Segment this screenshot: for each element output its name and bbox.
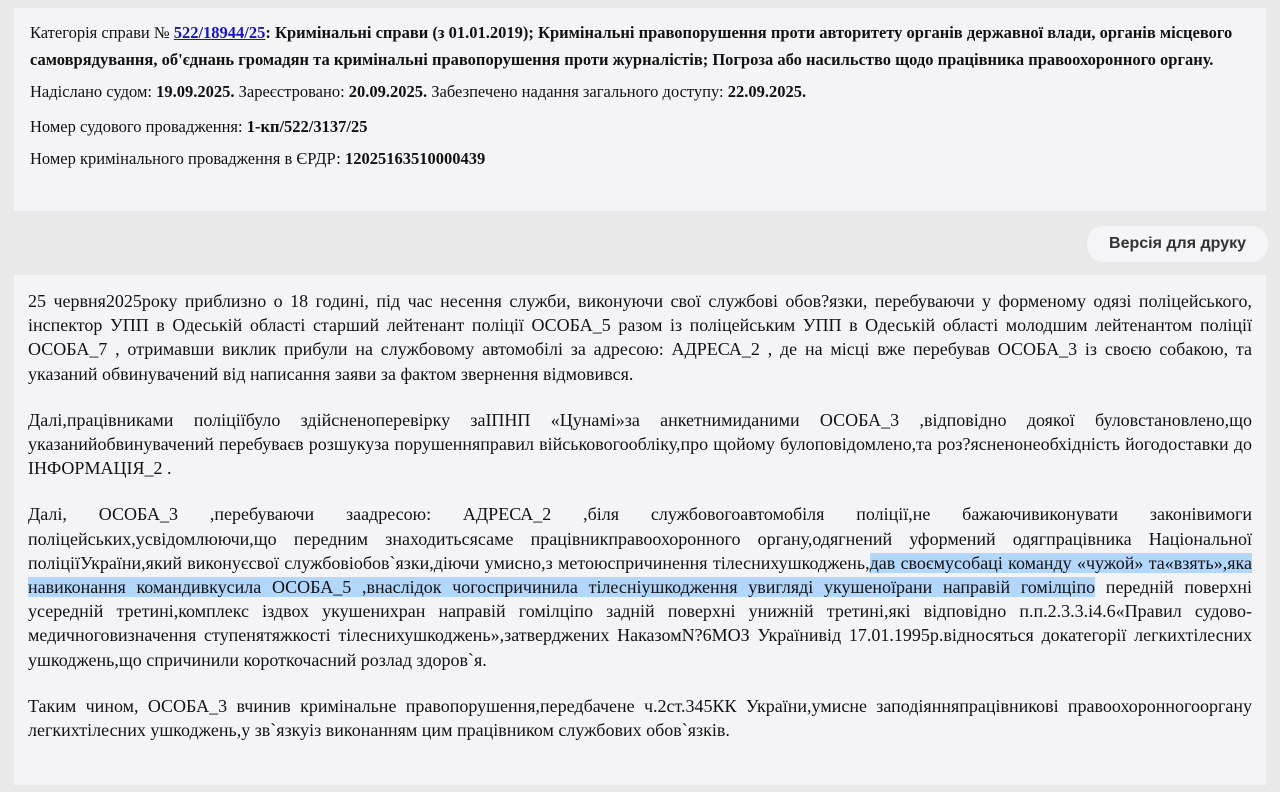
- criminal-proceeding-number: 12025163510000439: [344, 149, 486, 168]
- print-toolbar: [1087, 226, 1268, 262]
- paragraph-3-start: Далі, ОСОБА_3 ,перебуваючи заадресою: АДРЕСА_2 ,біля службовогоавтомобіля поліції,не бажаючивиконувати законівимоги поліцейських,усвідомлюючи,що передним знаходитьсясаме працівникправоохоронного органу,одягнений уформений одягпрацівника Національної поліціїУкраїни,який виконуєсвої службовіобов`язки,діючи умисно,з метоюспричинення тілеснихушкоджень,: [28, 504, 1252, 573]
- registered-date: 20.09.2025.: [348, 82, 428, 101]
- print-version-button[interactable]: Версія для друку: [1087, 226, 1268, 262]
- case-category-line: [30, 20, 1250, 73]
- court-proceeding-label: Номер судового провадження:: [30, 117, 247, 136]
- registered-label: Зареєстровано:: [234, 82, 349, 101]
- sent-label: Надіслано судом:: [30, 82, 157, 101]
- sent-date: 19.09.2025.: [156, 82, 235, 101]
- selected-text[interactable]: дав своємусобаці команду «чужой» та«взять»,яка навиконання командивкусила ОСОБА_5 ,внаслідок чогоспричинила тілесніушкодження увигляді укушеноїрани направій гомілціпо: [28, 552, 1252, 598]
- criminal-proceeding-label: Номер кримінального провадження в ЄРДР:: [30, 149, 345, 168]
- document-text: [14, 275, 1266, 785]
- paragraph-1: 25 червня2025року приблизно о 18 годині, під час несення служби, виконуючи свої службові обов?язки, перебуваючи у форменому одязі поліцейського, інспектор УПП в Одеській області старший лейтенант поліції ОСОБА_5 разом із поліцейським УПП в Одеській області молодшим лейтенантом поліції ОСОБА_7 , отримавши виклик прибули на службовому автомобілі за адресою: АДРЕСА_2 , де на місці вже перебував ОСОБА_3 із своєю собакою, та указаний обвинувачений від написання заяви за фактом звернення відмовився.: [28, 291, 1252, 384]
- case-category-text: : Кримінальні справи (з 01.01.2019); Кримінальні правопорушення проти авторитету органів державної влади, органів місцевого самоврядування, об'єднань громадян та кримінальні правопорушення проти журналістів; Погроза або насильство щодо працівника правоохоронного органу.: [30, 23, 1233, 69]
- paragraph-3: [28, 502, 1252, 671]
- access-date: 22.09.2025.: [727, 82, 807, 101]
- criminal-proceeding-line: [30, 146, 1250, 172]
- case-info-panel: [14, 8, 1266, 211]
- paragraph-2: Далі,працівниками поліціїбуло здійсненоперевірку заІПНП «Цунамі»за анкетнимиданими ОСОБА_3 ,відповідно доякої буловстановлено,що указанийобвинувачений перебуваєв розшукуза порушенняправил військовогообліку,про щойому булоповідомлено,та роз?ясненонеобхідність йогодоставки до ІНФОРМАЦІЯ_2 .: [28, 409, 1252, 479]
- access-label: Забезпечено надання загального доступу:: [427, 82, 728, 101]
- paragraph-3-end: передній поверхні усередній третині,комплекс іздвох укушенихран направій гомілціпо задній поверхні унижній третині,які відповідно п.п.2.3.3.і4.6«Правил судово-медичноговизначення ступенятяжкості тілеснихушкоджень»,затверджених НаказомN?6МОЗ Українивід 17.01.1995р.відносяться докатегорії легкихтілесних ушкоджень,що спричинили короткочасний розлад здоров`я.: [28, 577, 1252, 670]
- case-dates-line: [30, 79, 1250, 105]
- court-proceeding-line: [30, 114, 1250, 140]
- case-number-link[interactable]: 522/18944/25: [173, 23, 266, 42]
- court-proceeding-number: 1-кп/522/3137/25: [246, 117, 368, 136]
- case-category-label: Категорія справи №: [30, 23, 174, 42]
- paragraph-4: Таким чином, ОСОБА_3 вчинив кримінальне правопорушення,передбачене ч.2ст.345КК України,умисне заподіянняпрацівникові правоохоронногооргану легкихтілесних ушкоджень,у зв`язкуіз виконанням цим працівником службових обов`язків.: [28, 695, 1252, 741]
